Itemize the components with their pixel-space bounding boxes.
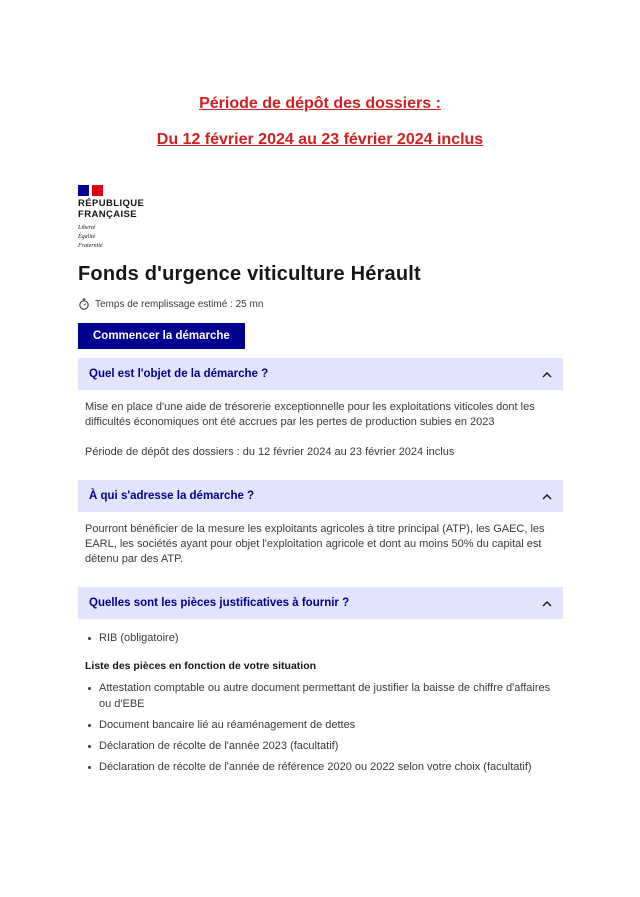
- estimated-time-label: Temps de remplissage estimé : 25 mn: [95, 298, 264, 310]
- start-procedure-button[interactable]: Commencer la démarche: [78, 323, 245, 349]
- list-item: Attestation comptable ou autre document permettant de justifier la baisse de chiffre d'affaires ou d'EBE: [87, 681, 555, 711]
- list-item: Déclaration de récolte de l'année de référence 2020 ou 2022 selon votre choix (facultatif): [87, 760, 555, 775]
- accordion-body-objet: [78, 390, 563, 460]
- accordion-body-destinataires: [78, 512, 563, 568]
- logo-motto: Liberté Égalité Fraternité: [78, 225, 103, 249]
- list-item: Déclaration de récolte de l'année 2023 (facultatif): [87, 739, 555, 754]
- estimated-time-row: [78, 298, 563, 310]
- republique-francaise-logo: [78, 185, 563, 250]
- deposit-period-line-1: Période de dépôt des dossiers :: [199, 95, 441, 112]
- accordion-a-qui-sadresse: [78, 480, 563, 568]
- logo-institution-name: RÉPUBLIQUE FRANÇAISE: [78, 198, 145, 221]
- chevron-up-icon[interactable]: [542, 365, 552, 383]
- deposit-period-banner: [0, 0, 640, 149]
- page-title: Fonds d'urgence viticulture Hérault: [78, 263, 421, 286]
- mandatory-documents-list: [87, 631, 555, 646]
- situation-documents-list: [87, 681, 555, 775]
- accordion-header-destinataires[interactable]: [78, 480, 563, 512]
- accordion-title: Quel est l'objet de la démarche ?: [89, 368, 269, 381]
- accordion-body-pieces: [78, 619, 563, 775]
- accordion-pieces-justificatives: [78, 587, 563, 775]
- list-item: RIB (obligatoire): [87, 631, 555, 646]
- deposit-period-line-2: Du 12 février 2024 au 23 février 2024 inclus: [156, 131, 484, 149]
- chevron-up-icon[interactable]: [542, 594, 552, 612]
- accordion-title: Quelles sont les pièces justificatives à fournir ?: [89, 597, 350, 610]
- paragraph: Mise en place d'une aide de trésorerie exceptionnelle pour les exploitations viticoles dont les difficultés économiques ont été accrues par les pertes de production subies en 2023: [85, 401, 535, 429]
- situation-list-subheading: Liste des pièces en fonction de votre situation: [85, 660, 317, 673]
- accordion-title: À qui s'adresse la démarche ?: [89, 489, 255, 502]
- paragraph: Pourront bénéficier de la mesure les exploitants agricoles à titre principal (ATP), les GAEC, les EARL, les sociétés ayant pour objet l'exploitation agricole et dont au moins 50% du capital est détenu par des ATP.: [85, 522, 545, 566]
- list-item: Document bancaire lié au réaménagement de dettes: [87, 718, 555, 733]
- french-flag-icon: [78, 185, 563, 196]
- accordion-objet-demarche: [78, 358, 563, 460]
- accordion-header-pieces[interactable]: [78, 587, 563, 619]
- main-content: [78, 185, 563, 775]
- paragraph: Période de dépôt des dossiers : du 12 février 2024 au 23 février 2024 inclus: [85, 445, 455, 458]
- accordion-header-objet[interactable]: [78, 358, 563, 390]
- stopwatch-icon: [78, 298, 90, 310]
- chevron-up-icon[interactable]: [542, 487, 552, 505]
